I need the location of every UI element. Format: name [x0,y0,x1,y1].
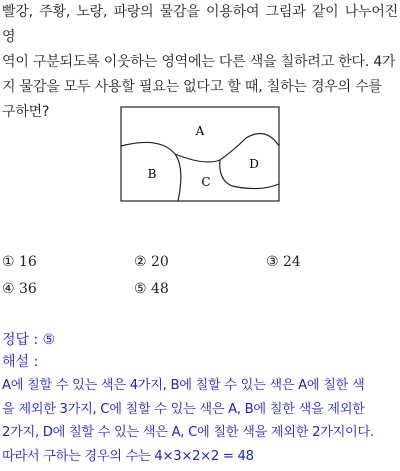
region-label-d: D [249,157,259,171]
explanation-line: 을 제외한 3가지, C에 칠할 수 있는 색은 A, B에 칠한 색을 제외한 [2,401,365,417]
region-label-c: C [201,175,211,189]
region-label-b: B [147,167,157,181]
option-4[interactable]: ④ 36 [2,281,37,297]
option-2[interactable]: ② 20 [134,254,169,270]
question-line: 빨강, 주황, 노랑, 파랑의 물감을 이용하여 그림과 같이 나누어진 영 [2,4,398,45]
boundary-c [175,134,279,163]
explanation-line: 따라서 구하는 경우의 수는 4×3×2×2 = 48 [2,448,254,464]
region-label-a: A [195,124,205,138]
option-5[interactable]: ⑤ 48 [134,281,169,297]
option-3[interactable]: ③ 24 [266,254,301,270]
explanation-line: A에 칠할 수 있는 색은 4가지, B에 칠할 수 있는 색은 A에 칠한 색 [2,378,365,393]
diagram-border [121,107,279,201]
explanation-line: 2가지, D에 칠할 수 있는 색은 A, C에 칠한 색을 제외한 2가지이다. [2,425,374,440]
question-line: 역이 구분되도록 이웃하는 영역에는 다른 색을 칠하려고 한다. 4가 [2,54,396,70]
region-diagram [120,106,280,202]
option-1[interactable]: ① 16 [2,254,37,270]
question-line: 지 물감을 모두 사용할 필요는 없다고 할 때, 칠하는 경우의 수를 [2,79,382,95]
explanation-text [2,374,398,468]
answer-text: 정답 : ⑤ [2,332,56,348]
question-line: 구하면? [2,104,50,120]
explanation-heading: 해설 : [2,354,39,370]
